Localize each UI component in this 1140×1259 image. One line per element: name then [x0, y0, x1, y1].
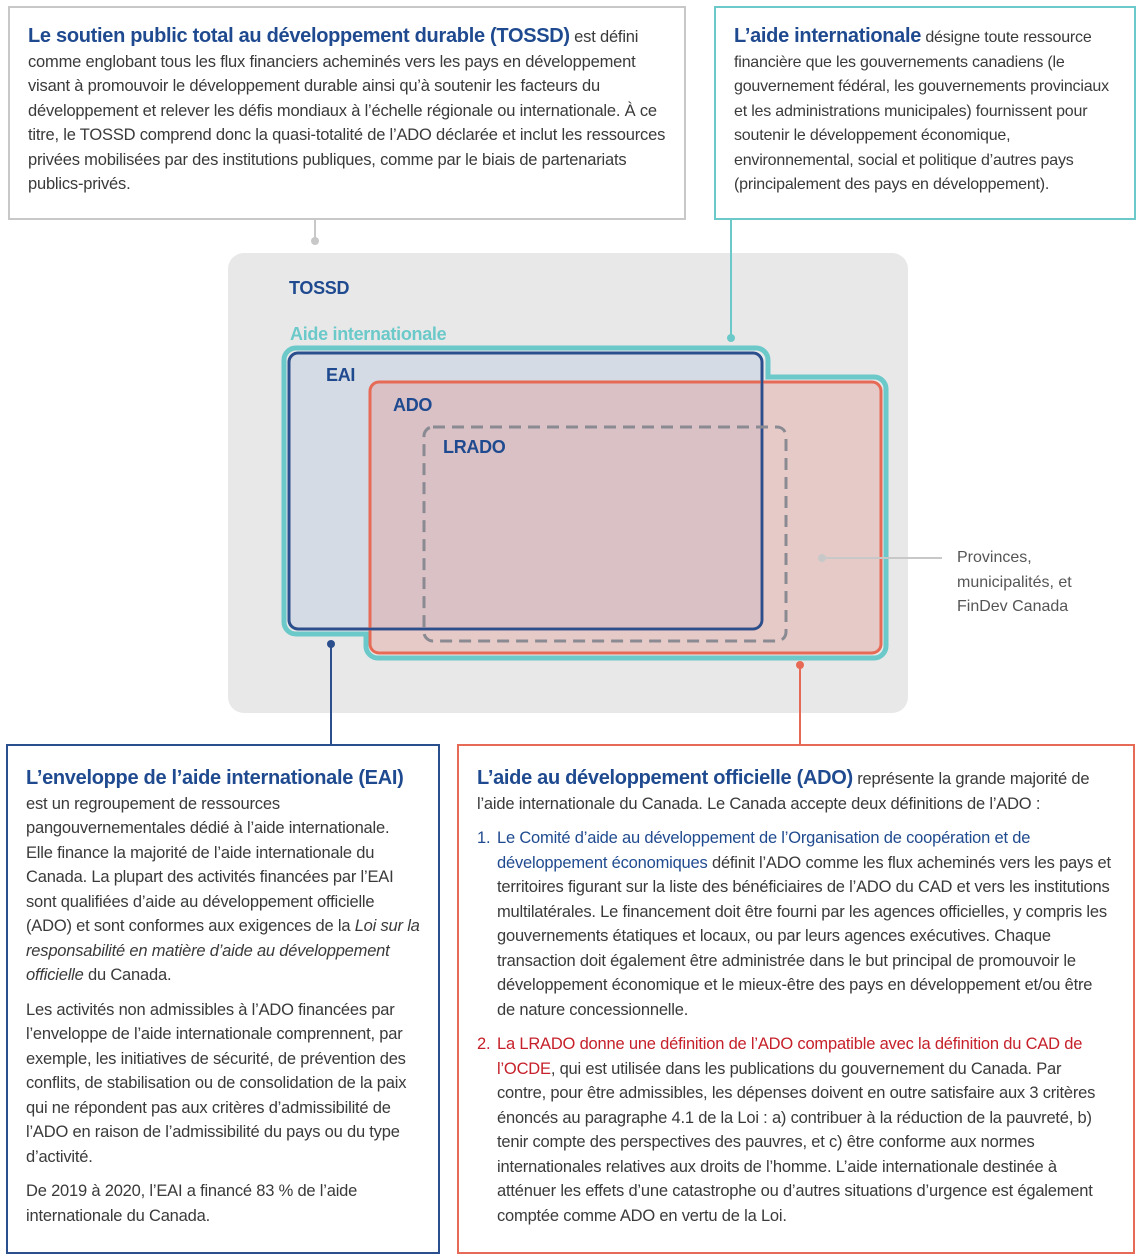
eai-paragraph-1: [26, 792, 420, 988]
connector-tossd-dot: [311, 237, 319, 245]
ado-item-2-number: 2.: [477, 1035, 491, 1053]
ado-title: L’aide au développement officielle (ADO): [477, 767, 853, 789]
ado-definition-box: [457, 744, 1135, 1254]
eai-label: EAI: [326, 365, 356, 385]
ado-intro-text: représente la grande majorité de l’aide internationale du Canada. Le Canada accepte deux définitions de l’ADO :: [477, 770, 1090, 813]
eai-p1-italic: Loi sur la responsabilité en matière d’aide au développement officielle: [26, 917, 420, 984]
tossd-definition-box: [8, 6, 686, 220]
lrado-label: LRADO: [443, 437, 506, 457]
provinces-label: [957, 546, 1072, 620]
eai-paragraph-2: Les activités non admissibles à l’ADO financées par l’enveloppe de l’aide internationale comprennent, par exemple, les initiatives de sécurité, de prévention des conflits, de stabilisation ou de consolidation de la paix qui ne répondent pas aux critères d’admissibilité de l’ADO en raison de l’admissibilité du pays ou du type d’activité.: [26, 1000, 407, 1166]
ado-item-1-link[interactable]: Le Comité d’aide au développement de l’Organisation de coopération et de développement économiques: [497, 829, 1031, 872]
ado-item-1-number: 1.: [477, 829, 491, 847]
eai-title: L’enveloppe de l’aide internationale (EAI): [26, 767, 404, 789]
ado-item-2-link[interactable]: La LRADO donne une définition de l’ADO compatible avec la définition du CAD de l’OCDE: [497, 1035, 1083, 1078]
tossd-paragraph: [28, 24, 666, 197]
connector-aide-dot: [727, 334, 735, 342]
ado-definition-2: [477, 1032, 1113, 1228]
eai-p1-a: est un regroupement de ressources pangouvernementales dédié à l’aide internationale. Elle finance la majorité de l’aide internationale du Canada. La plupart des activités financées par l’EAI sont qualifiées d’aide au développement officielle (ADO) et sont conformes aux exigences de la: [26, 794, 394, 935]
eai-paragraph-3: De 2019 à 2020, l’EAI a financé 83 % de l’aide internationale du Canada.: [26, 1182, 358, 1225]
eai-title-line: [26, 766, 420, 792]
aide-title: L’aide internationale: [734, 25, 922, 47]
tossd-text: est défini comme englobant tous les flux financiers acheminés vers les pays en développement visant à promouvoir le développement durable ainsi qu’à soutenir les facteurs du développement et relever les défis mondiaux à l’échelle régionale ou internationale. À ce titre, le TOSSD comprend donc la quasi-totalité de l’ADO déclarée et inclut les ressources privées mobilisées par des institutions publiques, comme par le biais de partenariats publics-privés.: [28, 28, 666, 193]
ado-intro: [477, 766, 1113, 816]
ado-area: [370, 382, 881, 653]
aide-text: désigne toute ressource financière que les gouvernements canadiens (le gouvernement fédéral, les gouvernements provinciaux et les administrations municipales) fournissent pour soutenir le développement économique, environnemental, social et politique d’autres pays (principalement des pays en développement).: [734, 29, 1109, 193]
provinces-line-2: municipalités, et: [957, 573, 1072, 591]
aide-label: Aide internationale: [290, 324, 447, 344]
connector-eai-dot: [327, 640, 335, 648]
ado-item-2-text: , qui est utilisée dans les publications du gouvernement du Canada. Par contre, pour être admissibles, les dépenses doivent en outre satisfaire aux 3 critères énoncés au paragraphe 4.1 de la Loi : a) contribuer à la réduction de la pauvreté, b) tenir compte des perspectives des pauvres, et c) être conforme aux normes internationales relatives aux droits de l’homme. L’aide internationale destinée à atténuer les effets d’une catastrophe ou d’autres situations d’urgence est également comptée comme ADO en vertu de la Loi.: [497, 1059, 1096, 1225]
connector-ado-dot: [796, 661, 804, 669]
connector-provinces-dot: [818, 554, 826, 562]
eai-p1-b: du Canada.: [83, 966, 172, 984]
provinces-line-3: FinDev Canada: [957, 598, 1069, 615]
tossd-label: TOSSD: [289, 278, 350, 298]
provinces-line-1: Provinces,: [957, 549, 1032, 566]
aide-paragraph: [734, 24, 1116, 198]
ado-label: ADO: [393, 395, 433, 415]
eai-definition-box: [6, 744, 440, 1254]
ado-definition-1: [477, 826, 1113, 1022]
ado-definitions-list: [477, 826, 1113, 1228]
aide-definition-box: [714, 6, 1136, 220]
ado-item-1-text: définit l’ADO comme les flux acheminés vers les pays et territoires figurant sur la liste des bénéficiaires de l’ADO du CAD et vers les institutions multilatérales. Le financement doit être fourni par les agences officielles, y compris les gouvernements étatiques et locaux, ou par leurs agences exécutives. Chaque transaction doit également être administrée dans le but principal de promouvoir le développement économique et le mieux-être des pays en développement et/ou être de nature concessionnelle.: [497, 853, 1111, 1019]
tossd-title: Le soutien public total au développement durable (TOSSD): [28, 25, 570, 47]
